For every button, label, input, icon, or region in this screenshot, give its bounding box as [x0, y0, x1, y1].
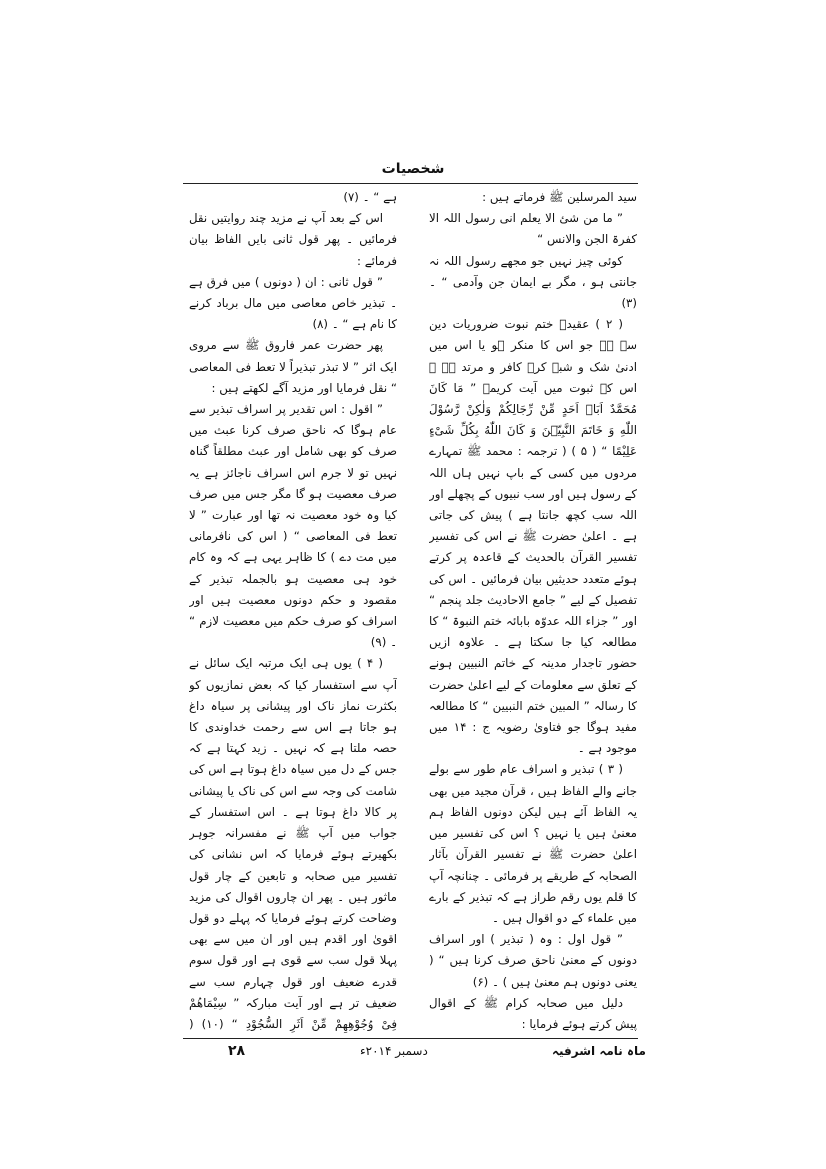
magazine-name: ماہ نامہ اشرفیہ [552, 1044, 646, 1058]
section-title: شخصیات [381, 161, 445, 177]
paragraph: پھر حضرت عمر فاروق ﷺ سے مروی ایک اثر ” لا تبذر تبذیراً لا تعط فی المعاصی “ نقل فرمایا اور مزید آگے لکھتے ہیں : [189, 338, 397, 395]
paragraph: ” قول ثانی : ان ( دونوں ) میں فرق ہے ۔ تبذیر خاص معاصی میں مال برباد کرنے کا نام ہے “ ۔ (۸) [189, 274, 397, 332]
paragraph: دلیل میں صحابہ کرام ﷺ کے اقوال پیش کرتے ہوئے فرمایا : [429, 995, 637, 1031]
paragraph: اس کے بعد آپ نے مزید چند روایتیں نقل فرمائیں ۔ پھر قول ثانی بایں الفاظ بیان فرمائے : [189, 211, 397, 268]
paragraph: کوئی چیز نہیں جو مجھے رسول اللہ نہ جانتی ہو ، مگر بے ایمان جن وآدمی “ ۔ (۳) [429, 253, 637, 311]
paragraph: ” اقول : اس تقدیر پر اسراف تبذیر سے عام ہوگا کہ ناحق صرف کرنا عبث میں صرف کو بھی شامل اور عبث مطلقاً گناہ نہیں تو لا جرم اس اسراف ناجائز ہے یہ صرف معصیت ہو گا مگر جس میں صرف کیا وہ خود معصیت نہ تھا اور عبارت ” لا تعط فی المعاصی “ ( اس کی نافرمانی میں مت دے ) کا ظاہر یہی ہے کہ وہ کام خود ہی معصیت ہو بالجملہ تبذیر کے مقصود و حکم دونوں معصیت ہیں اور اسراف کو صرف حکم میں معصیت لازم “ ۔ (۹) [189, 402, 397, 650]
footer-rule [183, 1038, 638, 1039]
header-rule [183, 183, 638, 184]
paragraph: ( ۴ ) یوں ہی ایک مرتبہ ایک سائل نے آپ سے استفسار کیا کہ بعض نمازیوں کو بکثرت نماز ناک اور پیشانی پر سیاہ داغ ہو جاتا ہے اس سے رحمت خداوندی کا حصہ ملتا ہے کہ نہیں ۔ زید کہتا ہے کہ جس کے دل میں سیاہ داغ ہوتا ہے اس کی شامت کی وجہ سے اس کی ناک یا پیشانی پر کالا داغ ہوتا ہے ۔ اس استفسار کے جواب میں آپ ﷺ نے مفسرانہ جوہر بکھیرتے ہوئے فرمایا کہ اس نشانی کی تفسیر میں صحابہ و تابعین کے چار قول ماثور ہیں ۔ پھر ان چاروں اقوال کی مزید وضاحت کرتے ہوئے فرمایا کہ پہلے دو قول اقویٰ اور اقدم ہیں اور ان میں سے بھی پہلا قول سب سے قوی ہے اور قول سوم قدرے ضعیف اور قول چہارم سب سے ضعیف تر ہے اور آیت مبارکہ ” سِیْمَاهُمْ فِیْ وُجُوْهِهِمْ مِّنْ اَثَرِ السُّجُوْدِ “ (۱۰) ( [189, 656, 397, 1031]
issue-date: دسمبر ۲۰۱۴ء [360, 1044, 428, 1058]
right-column [429, 187, 637, 1035]
paragraph: ہے “ ۔ (۷) [343, 190, 397, 204]
left-column [189, 187, 397, 1035]
paragraph: ( ۳ ) تبذیر و اسراف عام طور سے بولے جانے والے الفاظ ہیں ، قرآن مجید میں بھی یہ الفاظ آئے ہیں لیکن دونوں الفاظ ہم معنیٰ ہیں یا نہیں ؟ اس کی تفسیر میں اعلیٰ حضرت ﷺ نے تفسیر القرآن بآثار الصحابہ کے طریقے پر فرمائی ۔ چنانچہ آپ کا قلم یوں رقم طراز ہے کہ تبذیر کے بارے میں علماء کے دو اقوال ہیں ۔ [429, 762, 637, 925]
paragraph: ” قول اول : وہ ( تبذیر ) اور اسراف دونوں کے معنیٰ ناحق صرف کرنا ہیں “ ( یعنی دونوں ہم معنیٰ ہیں ) ۔ (۶) [429, 932, 637, 989]
paragraph: سید المرسلین ﷺ فرماتے ہیں : [482, 190, 637, 204]
paragraph: ” ما من شئ الا یعلم انی رسول اللہ الا کفرۃ الجن والانس “ [429, 211, 637, 247]
page-number: ۲۸ [228, 1043, 246, 1059]
paragraph: ( ۲ ) عقیدۂ ختم نبوت ضروریات دین سے ہے جو اس کا منکر ہو یا اس میں ادنیٰ شک و شبہ کرے کافر و مرتد ہے ۔ اس کے ثبوت میں آیت کریمہ ” مَا كَانَ مُحَمَّدٌ اَبَاۤ اَحَدٍ مِّنْ رِّجَالِكُمْ وَلٰكِنْ رَّسُوْلَ اللّٰهِ وَ خَاتَمَ النَّبِیّٖنَ وَ كَانَ اللّٰهُ بِكُلِّ شَیْءٍ عَلِیْمًا “ ( ۵ ) ( ترجمہ : محمد ﷺ تمہارے مردوں میں کسی کے باپ نہیں ہاں اللہ کے رسول ہیں اور سب نبیوں کے پچھلے اور اللہ سب کچھ جانتا ہے ) پیش کی جاتی ہے ۔ اعلیٰ حضرت ﷺ نے اس کی تفسیر تفسیر القرآن بالحدیث کے قاعدہ پر کرتے ہوئے متعدد حدیثیں بیان فرمائیں ۔ اس کی تفصیل کے لیے ” جامع الاحادیث جلد پنجم “ اور ” جزاء اللہ عدوّہ بابائہ ختم النبوۃ “ کا مطالعہ کیا جا سکتا ہے ۔ علاوہ ازیں حضور تاجدار مدینہ کے خاتم النبیین ہونے کے تعلق سے معلومات کے لیے اعلیٰ حضرت کا رسالہ ” المبین ختم النبیین “ کا مطالعہ مفید ہوگا جو فتاویٰ رضویہ ج : ۱۴ میں موجود ہے ۔ [429, 317, 637, 756]
